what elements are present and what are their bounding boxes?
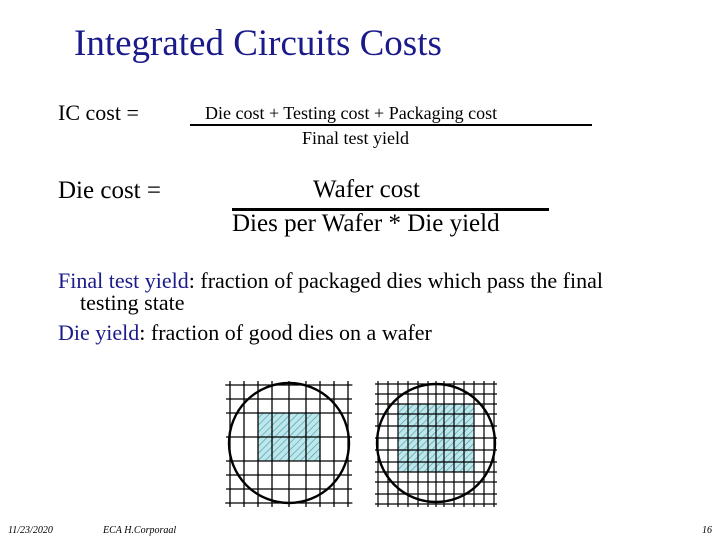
footer-page-number: 16 xyxy=(702,525,712,536)
definition-die-yield xyxy=(58,320,432,345)
die-cost-label: Die cost = xyxy=(58,177,161,204)
ic-cost-label: IC cost = xyxy=(58,100,139,125)
definition-continuation: testing state xyxy=(80,290,185,315)
ic-cost-denominator: Final test yield xyxy=(302,128,409,148)
die-cost-denominator: Dies per Wafer * Die yield xyxy=(232,210,500,237)
definition-text: : fraction of packaged dies which pass the final xyxy=(188,268,603,293)
definition-term: Die yield xyxy=(58,320,140,345)
ic-cost-numerator: Die cost + Testing cost + Packaging cost xyxy=(205,103,498,123)
wafer-diagram-small-dies xyxy=(374,380,498,508)
fraction-bar xyxy=(190,124,592,126)
die-cost-numerator: Wafer cost xyxy=(313,176,420,203)
footer-author: ECA H.Corporaal xyxy=(103,525,177,536)
definition-text: : fraction of good dies on a wafer xyxy=(139,320,432,345)
slide-title: Integrated Circuits Costs xyxy=(74,23,442,64)
footer-date: 11/23/2020 xyxy=(8,525,53,536)
wafer-diagram-large-dies xyxy=(225,380,353,508)
definition-term: Final test yield xyxy=(58,268,189,293)
